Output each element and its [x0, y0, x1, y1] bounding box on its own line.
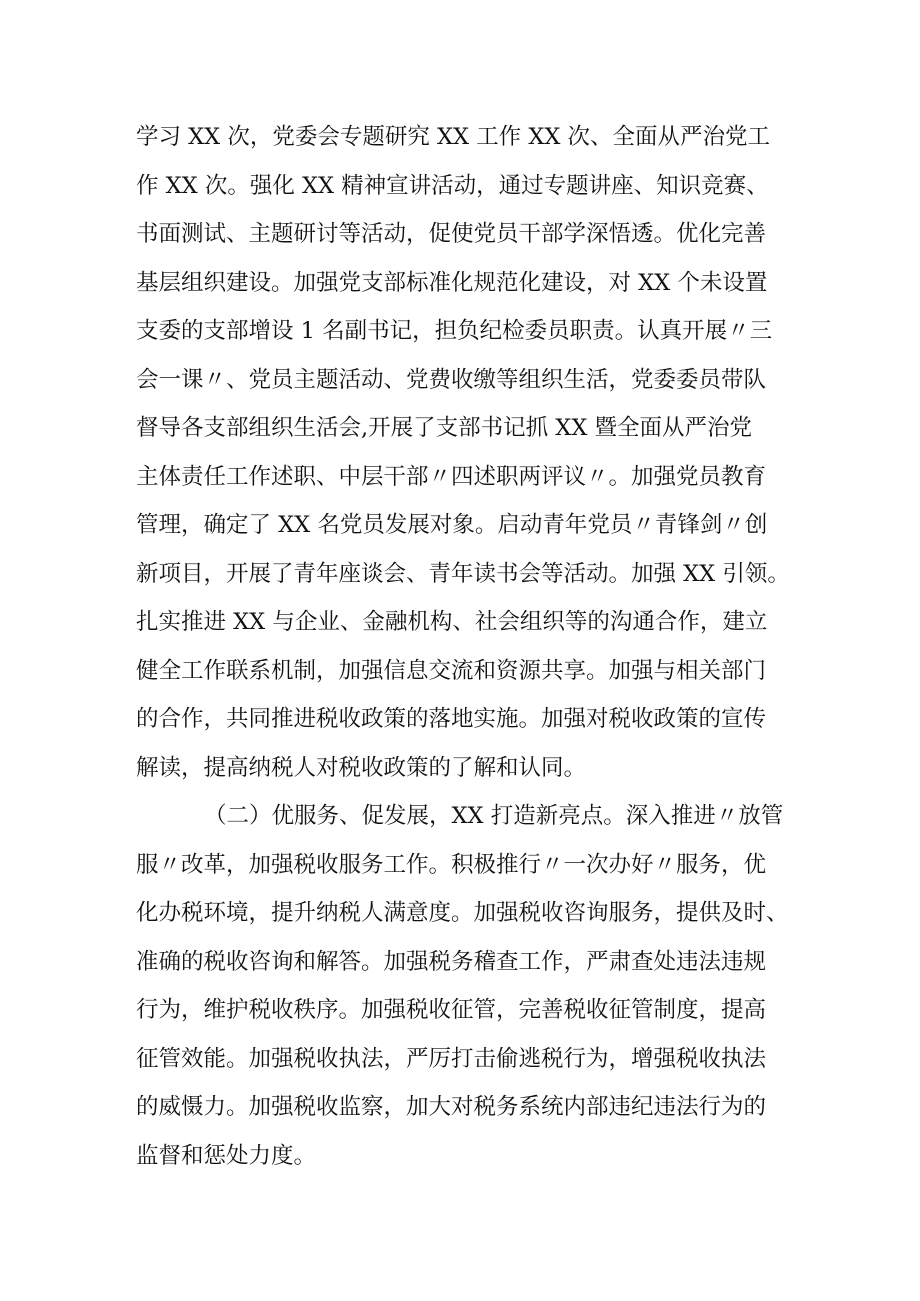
paragraph-line: 作 XX 次。强化 XX 精神宣讲活动，通过专题讲座、知识竞赛、	[136, 172, 769, 199]
paragraph-line: 会一课〃、党员主题活动、党费收缴等组织生活，党委委员带队	[136, 366, 767, 393]
document-body	[136, 113, 796, 1180]
paragraph-line: 服〃改革，加强税收服务工作。积极推行〃一次办好〃服务，优	[136, 851, 767, 878]
paragraph-line: 督导各支部组织生活会,开展了支部书记抓 XX 暨全面从严治党	[136, 415, 752, 441]
paragraph-line: 学习 XX 次，党委会专题研究 XX 工作 XX 次、全面从严治党工	[136, 124, 771, 150]
paragraph-line: 基层组织建设。加强党支部标准化规范化建设，对 XX 个未设置	[136, 269, 768, 296]
paragraph-line: 行为，维护税收秩序。加强税收征管，完善税收征管制度，提高	[136, 997, 767, 1023]
paragraph-line: 征管效能。加强税收执法，严厉打击偷逃税行为，增强税收执法	[136, 1045, 767, 1072]
paragraph-line: 主体责任工作述职、中层干部〃四述职两评议〃。加强党员教育	[136, 463, 767, 490]
paragraph-line: 管理，确定了 XX 名党员发展对象。启动青年党员〃青锋剑〃创	[136, 512, 768, 538]
paragraph-line: 化办税环境，提升纳税人满意度。加强税收咨询服务，提供及时、	[136, 900, 789, 926]
paragraph-line: 解读，提高纳税人对税收政策的了解和认同。	[136, 754, 587, 781]
paragraph-1	[136, 113, 796, 792]
paragraph-line: 的合作，共同推进税收政策的落地实施。加强对税收政策的宣传	[136, 706, 767, 732]
paragraph-line: 准确的税收咨询和解答。加强税务稽查工作，严肃查处违法违规	[136, 948, 767, 975]
paragraph-2	[136, 792, 796, 1180]
paragraph-line: 支委的支部增设 1 名副书记，担负纪检委员职责。认真开展〃三	[136, 318, 773, 344]
paragraph-line: 的威慑力。加强税收监察，加大对税务系统内部违纪违法行为的	[136, 1094, 767, 1120]
paragraph-line: 健全工作联系机制，加强信息交流和资源共享。加强与相关部门	[136, 657, 767, 684]
paragraph-line: 扎实推进 XX 与企业、金融机构、社会组织等的沟通合作，建立	[136, 609, 768, 635]
paragraph-line: （二）优服务、促发展，XX 打造新亮点。深入推进〃放管	[204, 803, 784, 829]
paragraph-line: 新项目，开展了青年座谈会、青年读书会等活动。加强 XX 引领。	[136, 560, 790, 587]
paragraph-line: 书面测试、主题研讨等活动，促使党员干部学深悟透。优化完善	[136, 221, 767, 247]
paragraph-line: 监督和惩处力度。	[136, 1142, 317, 1169]
